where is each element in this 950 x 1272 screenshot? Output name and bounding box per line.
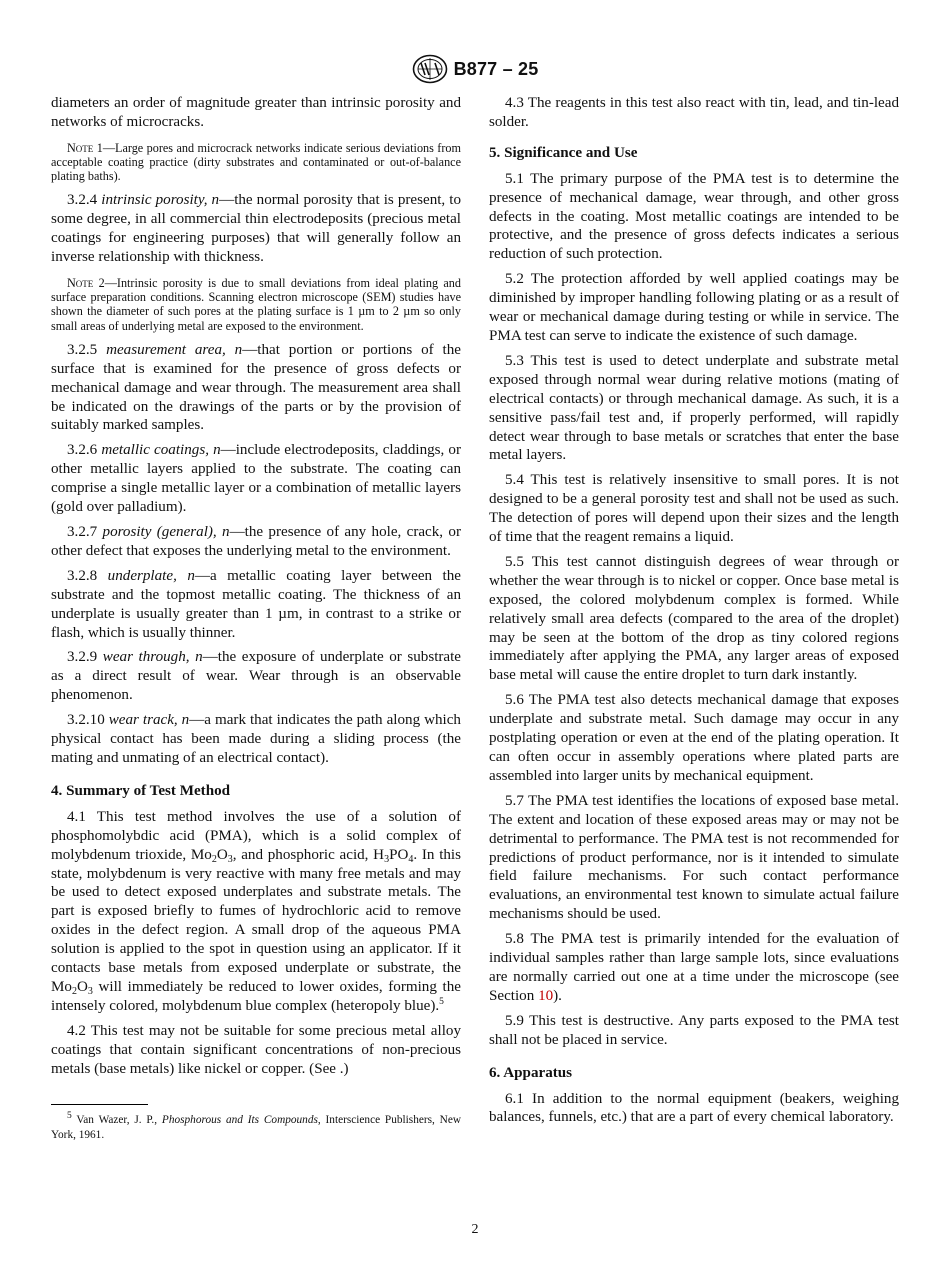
note-label: Note	[67, 140, 94, 155]
section-5-heading: 5. Significance and Use	[489, 144, 638, 161]
left-column	[51, 94, 461, 1142]
paragraph-4-2: 4.2 This test may not be suitable for some precious metal alloy coatings that contain significant concentrations of non-precious metals (base metals) like nickel or copper. (See .)	[51, 1022, 461, 1077]
definition-3-2-6: 3.2.6 metallic coatings, n—include electrodeposits, claddings, or other metallic layers applied to the substrate. The coating can comprise a single metallic layer or a combination of metallic layers (gold over palladium).	[51, 442, 462, 516]
paragraph-5-6: 5.6 The PMA test also detects mechanical damage that exposes underplate and substrate metal. Such damage may occur in any postplating operation or even at the end of the plating operation. It can often occur in assembly operations where plated parts are assembled into larger units by mechanical equipment.	[489, 692, 899, 784]
note-2: Note 2—Intrinsic porosity is due to small deviations from ideal plating and surface preparation conditions. Scanning electron microscope (SEM) studies have shown the diameter of such pores at the plating surface is 1 µm to 2 µm so only small areas of underlying metal are exposed to the environment.	[51, 276, 461, 333]
definition-3-2-8: 3.2.8 underplate, n—a metallic coating layer between the substrate and the topmost metallic coating. The thickness of an underplate is usually greater than 1 µm, in contrast to a strike or flash, which is usually thinner.	[51, 567, 461, 641]
astm-logo-icon	[412, 54, 448, 84]
section-6-heading: 6. Apparatus	[489, 1064, 573, 1081]
footnote-5: $^5$ Van Wazer, J. P., Phosphorous and Its Compounds, Interscience Publishers, New York, 1961.	[51, 1111, 461, 1141]
term: metallic coatings, n	[101, 442, 221, 459]
term: porosity (general), n	[102, 524, 230, 541]
document-id: B877 – 25	[453, 58, 539, 79]
term: intrinsic porosity, n	[101, 192, 220, 209]
paragraph-5-2: 5.2 The protection afforded by well applied coatings may be diminished by improper handling following plating or as a result of wear or mechanical damage during testing or while in service. The PMA test can serve to indicate the existence of such damage.	[489, 271, 899, 344]
paragraph-5-4: 5.4 This test is relatively insensitive to small pores. It is not designed to be a general porosity test and shall not be used as such. The detection of pores will depend upon their sizes and the length of time that the reagent remains a liquid.	[489, 472, 899, 546]
definition-3-2-7: 3.2.7 porosity (general), n—the presence of any hole, crack, or other defect that exposes the underlying metal to the environment.	[51, 524, 461, 559]
paragraph-5-9: 5.9 This test is destructive. Any parts exposed to the PMA test shall not be placed in service.	[489, 1012, 899, 1048]
section-4-heading: 4. Summary of Test Method	[51, 782, 231, 799]
note-label: Note	[67, 276, 94, 291]
footnote-ref: 5	[439, 996, 444, 1007]
term: wear through, n	[102, 649, 203, 666]
definition-3-2-9: 3.2.9 wear through, n—the exposure of underplate or substrate as a direct result of wear. Wear through is an observable phenomenon.	[51, 649, 462, 704]
paragraph-continued: diameters an order of magnitude greater than intrinsic porosity and networks of microcracks.	[51, 95, 461, 130]
paragraph-5-7: 5.7 The PMA test identifies the locations of exposed base metal. The extent and location of these exposed areas may or may not be detrimental to performance. The PMA test is not recommended for predictions of product performance, nor is it intended to simulate field failure mechanisms. For such contact performance evaluations, an environmental test known to simulate actual failure mechanisms should be used.	[489, 792, 899, 923]
section-10-link[interactable]: 10	[538, 987, 554, 1004]
definition-3-2-4: 3.2.4 intrinsic porosity, n—the normal porosity that is present, to some degree, in all commercial thin electrodeposits (precious metal coatings for engineering purposes) that will generally follow an inverse relationship with thickness.	[51, 192, 462, 266]
paragraph-5-3: 5.3 This test is used to detect underplate and substrate metal exposed through normal wear during relative motions (mating of electrical contacts) or through mechanical damage. As such, it is a sensitive pass/fail test and, if properly performed, will rapidly detect wear through to base metals or scratches that enter the base metal layers.	[489, 352, 899, 464]
page-number: 2	[471, 1222, 479, 1237]
right-column	[489, 94, 899, 1133]
definition-3-2-5: 3.2.5 measurement area, n—that portion or portions of the surface that is examined for the presence of gross defects or mechanical damage and wear through. The measurement area shall be indicated on the drawings of the parts or by the provision of suitably marked samples.	[51, 341, 461, 434]
page-header	[0, 52, 950, 86]
term: measurement area, n	[106, 341, 243, 358]
term: underplate, n	[107, 567, 195, 584]
paragraph-4-3: 4.3 The reagents in this test also react with tin, lead, and tin-lead solder.	[489, 95, 899, 130]
note-1: Note 1—Large pores and microcrack networks indicate serious deviations from acceptable coating practice (dirty substrates and contaminated or out-of-balance plating baths).	[51, 140, 461, 184]
paragraph-5-5: 5.5 This test cannot distinguish degrees of wear through or whether the wear through is to nickel or copper. Once base metal is exposed, the colored molybdenum complex is formed. While relatively small area defects (compared to the area of the droplet) may be seen at the bottom of the drop as tiny colored regions immediately after applying the PMA, any larger areas of exposed base metal will cause the entire droplet to turn dark instantly.	[489, 553, 899, 684]
paragraph-6-1: 6.1 In addition to the normal equipment (beakers, weighing balances, funnels, etc.) that are a part of every chemical laboratory.	[489, 1090, 899, 1126]
footnote-divider	[51, 1104, 148, 1105]
paragraph-5-1: 5.1 The primary purpose of the PMA test is to determine the presence of mechanical damage, wear through, and other gross defects in the coating. Most metallic coatings are intended to be protective, and the presence of gross defects indicates a serious reduction of such protection.	[489, 170, 899, 263]
definition-3-2-10: 3.2.10 wear track, n—a mark that indicates the path along which physical contact has been made during a sliding process (the mating and unmating of an electrical contact).	[51, 712, 461, 766]
term: wear track, n	[108, 712, 190, 729]
paragraph-4-1: 4.1 This test method involves the use of a solution of phosphomolybdic acid (PMA), which is a solid complex of molybdenum trioxide, $Mo_2O_3$, and phosphoric acid, $H_3PO_4$. In this state, molybdenum is very reactive with many free metals and may be used to detect exposed underplates and substrate metals. The part is exposed briefly to fumes of hydrochloric acid to remove oxides in the defect region. A small drop of the aqueous PMA solution is applied to the spot in question using an applicator. If it contacts base metals from exposed underplate or substrate, the $Mo_2O_3$ will immediately be reduced to lower oxides, forming the intensely colored, molybdenum blue complex (heteropoly blue).$^5$	[51, 808, 462, 1014]
paragraph-5-8: 5.8 The PMA test is primarily intended for the evaluation of individual samples rather than large sample lots, since evaluations are normally carried out one at a time under the microscope (see Section 10).	[489, 931, 899, 1004]
